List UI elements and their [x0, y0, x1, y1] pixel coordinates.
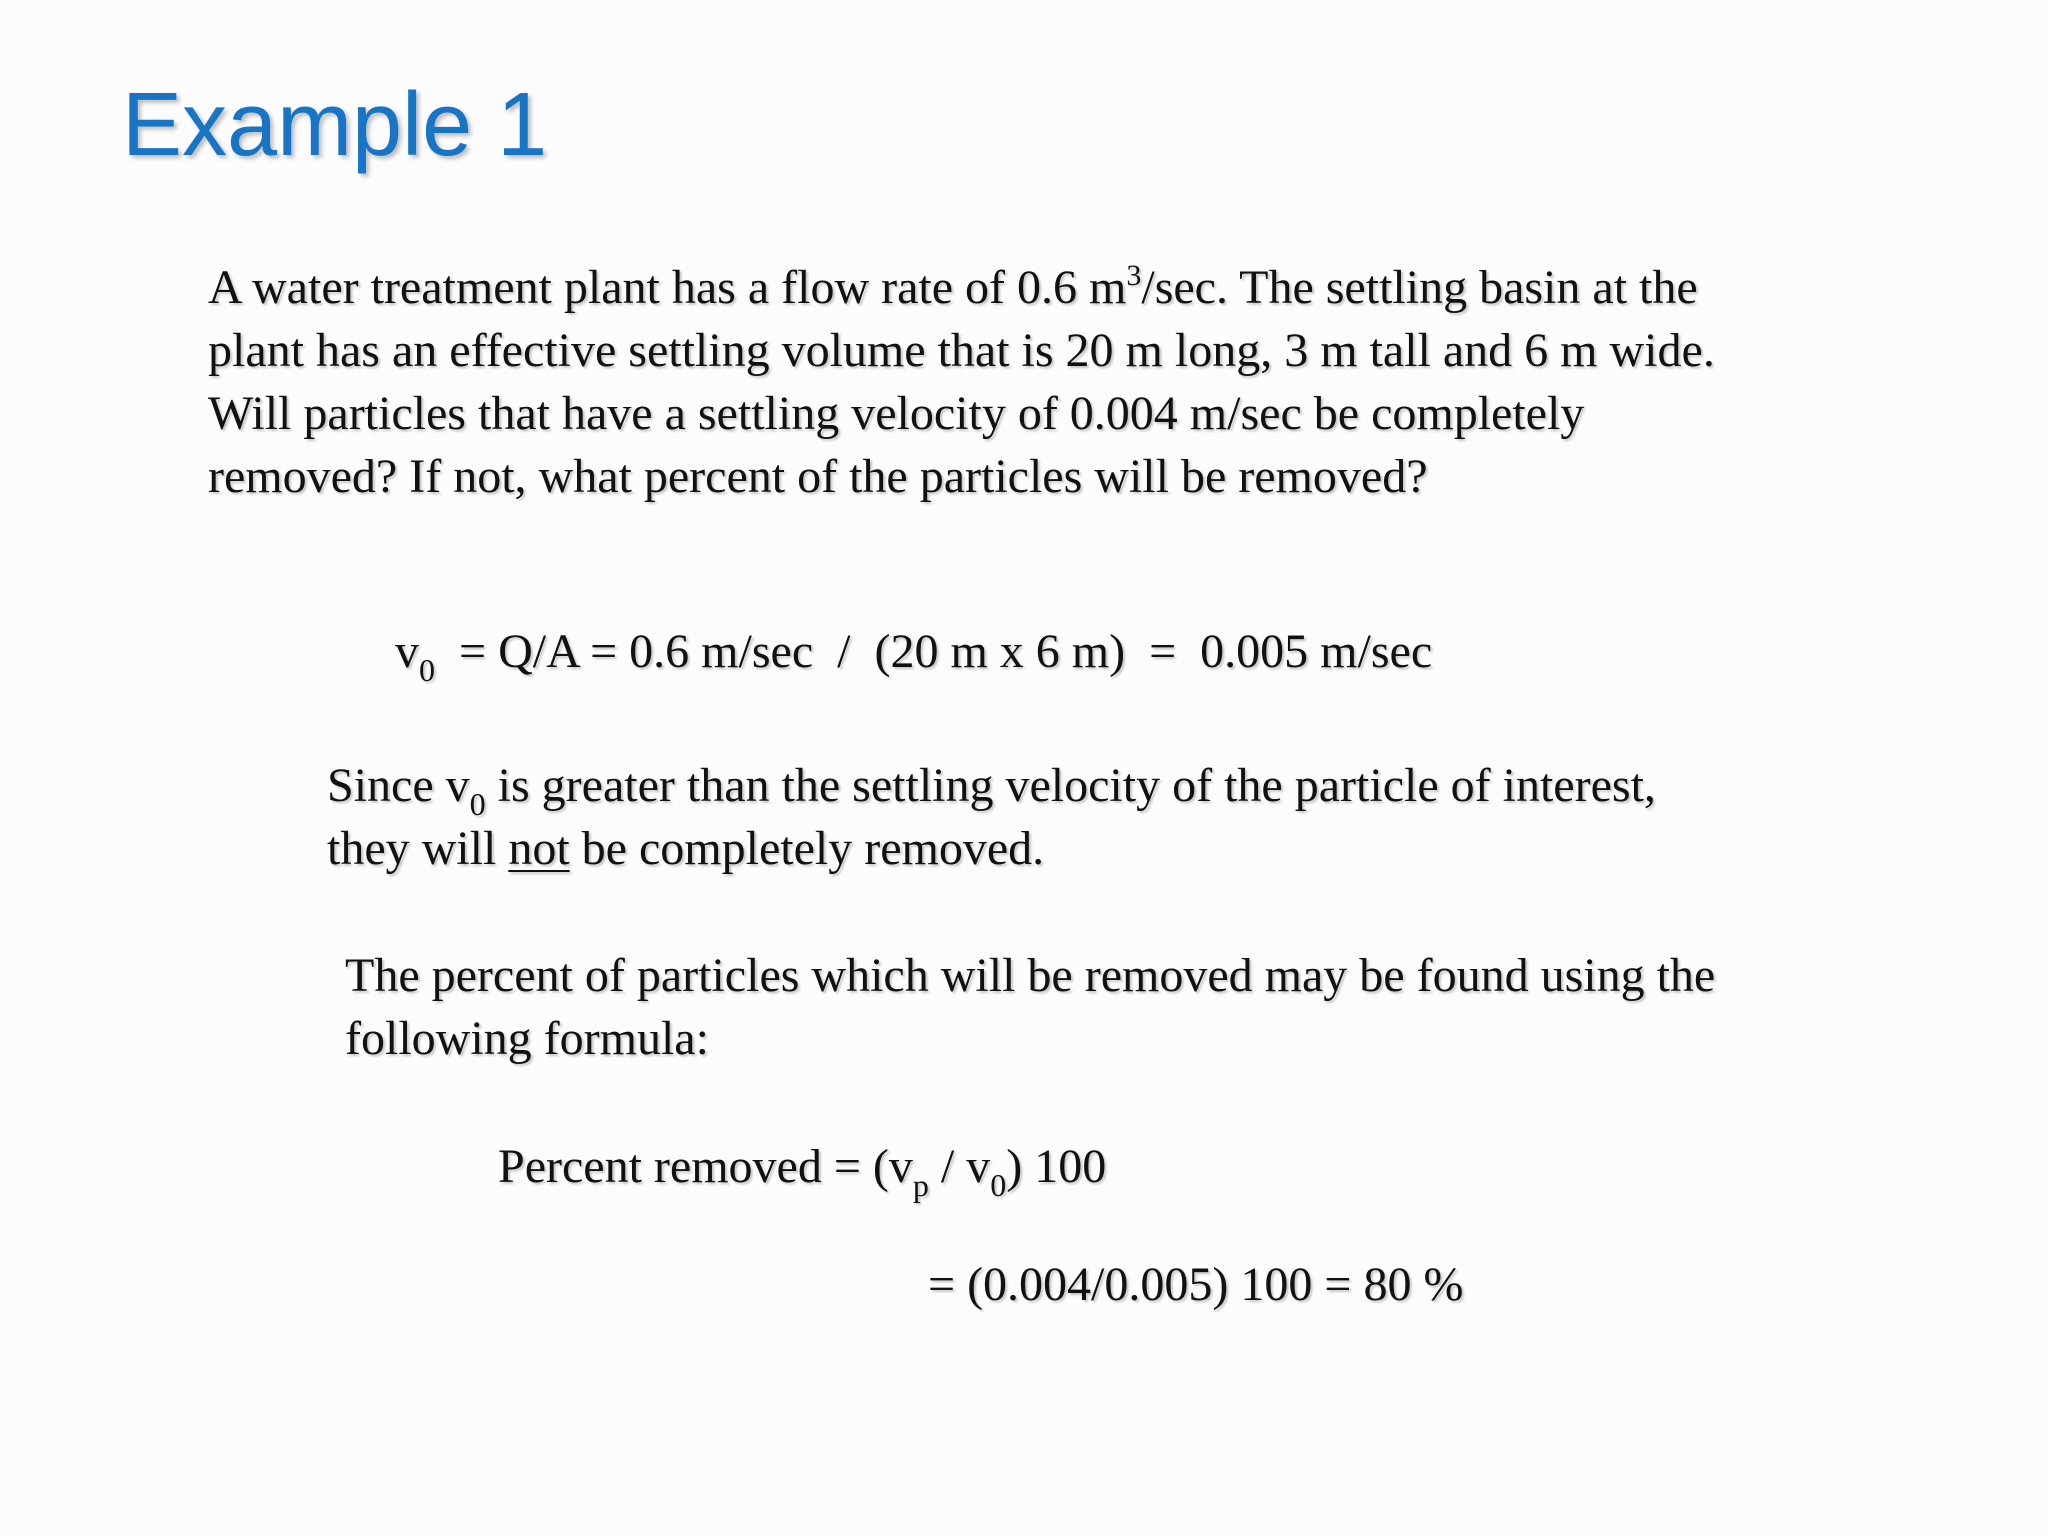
comparison-subscript: 0: [469, 786, 486, 822]
formula-mid: / v: [928, 1140, 991, 1193]
formula-intro-line-2: following formula:: [345, 1012, 709, 1065]
overflow-rate-equation: [395, 620, 1433, 688]
comparison-line-1: [327, 754, 1656, 822]
percent-removed-result: = (0.004/0.005) 100 = 80 %: [928, 1258, 1464, 1311]
problem-line-1: [208, 256, 1715, 319]
equation-body: = Q/A = 0.6 m/sec / (20 m x 6 m) = 0.005 m/sec: [435, 625, 1433, 678]
comparison-pre: Since v: [327, 759, 470, 812]
problem-line-4: removed? If not, what percent of the particles will be removed?: [208, 450, 1428, 503]
formula-intro: [345, 944, 1715, 1070]
formula-subscript-p: p: [912, 1167, 929, 1203]
problem-statement: [208, 256, 1715, 508]
problem-line-1-tail: /sec. The settling basin at the: [1141, 261, 1698, 314]
underlined-not: not: [508, 822, 570, 875]
comparison-post: is greater than the settling velocity of the particle of interest,: [485, 759, 1656, 812]
slide-title: Example 1: [122, 75, 548, 175]
equation-subscript: 0: [419, 652, 435, 688]
comparison-statement: [327, 754, 1656, 880]
comparison-line-2-pre: they will: [327, 822, 509, 875]
problem-line-3: Will particles that have a settling velocity of 0.004 m/sec be completely: [208, 387, 1585, 440]
cubic-superscript: 3: [1126, 259, 1142, 292]
formula-intro-line-1: The percent of particles which will be removed may be found using the: [345, 949, 1716, 1002]
comparison-line-2-post: be completely removed.: [569, 822, 1045, 875]
formula-subscript-0: 0: [990, 1167, 1007, 1203]
percent-removed-formula: [498, 1135, 1107, 1203]
problem-line-1-text: A water treatment plant has a flow rate of 0.6 m: [208, 261, 1127, 314]
formula-post: ) 100: [1006, 1140, 1107, 1193]
formula-pre: Percent removed = (v: [498, 1140, 913, 1193]
problem-line-2: plant has an effective settling volume that is 20 m long, 3 m tall and 6 m wide.: [208, 324, 1715, 377]
equation-variable: v: [395, 625, 419, 678]
comparison-line-2: [327, 817, 1656, 880]
